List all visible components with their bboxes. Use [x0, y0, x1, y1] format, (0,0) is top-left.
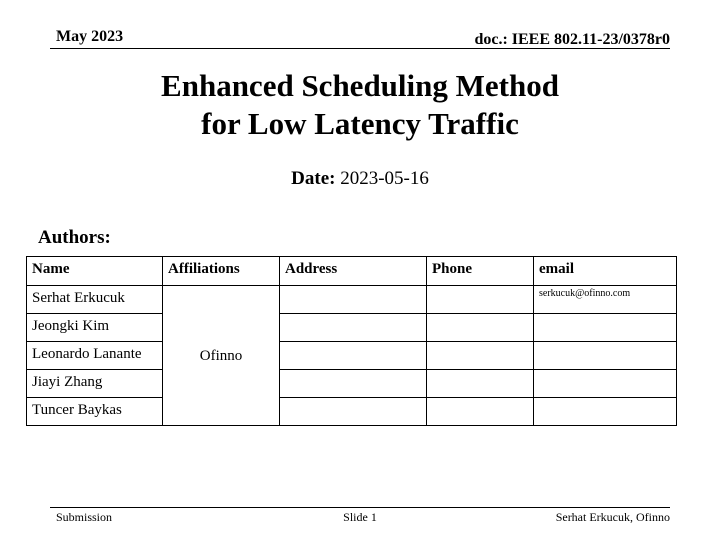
column-header-affiliations: Affiliations: [163, 257, 280, 286]
column-header-address: Address: [280, 257, 427, 286]
author-email: [534, 342, 677, 370]
table-row: [27, 398, 677, 426]
column-header-name: Name: [27, 257, 163, 286]
author-name: Leonardo Lanante: [27, 342, 163, 370]
footer-slide-number: Slide 1: [343, 510, 377, 524]
author-address: [280, 370, 427, 398]
author-email: serkucuk@ofinno.com: [534, 286, 677, 314]
footer-divider: [50, 507, 670, 508]
slide-title-line-2: for Low Latency Traffic: [201, 106, 519, 141]
author-phone: [427, 342, 534, 370]
footer-author: Serhat Erkucuk, Ofinno: [555, 510, 670, 524]
author-phone: [427, 286, 534, 314]
table-row: [27, 342, 677, 370]
date-label: Date:: [291, 168, 336, 189]
author-name: Serhat Erkucuk: [27, 286, 163, 314]
header-doc-id: doc.: IEEE 802.11-23/0378r0: [474, 31, 670, 48]
authors-table: [26, 256, 677, 426]
table-row: [27, 286, 677, 314]
date-line: [0, 168, 720, 190]
author-name: Tuncer Baykas: [27, 398, 163, 426]
author-email: [534, 314, 677, 342]
author-phone: [427, 370, 534, 398]
author-address: [280, 314, 427, 342]
author-phone: [427, 398, 534, 426]
date-value: 2023-05-16: [340, 168, 429, 189]
header-divider: [50, 48, 670, 49]
author-address: [280, 398, 427, 426]
author-affiliation: Ofinno: [163, 286, 280, 426]
footer-submission: Submission: [56, 510, 113, 524]
author-email: [534, 370, 677, 398]
author-address: [280, 342, 427, 370]
author-phone: [427, 314, 534, 342]
table-row: [27, 370, 677, 398]
slide-title-line-1: Enhanced Scheduling Method: [161, 68, 559, 103]
authors-heading: Authors:: [38, 227, 111, 248]
header-date: May 2023: [56, 28, 124, 45]
column-header-phone: Phone: [427, 257, 534, 286]
author-address: [280, 286, 427, 314]
column-header-email: email: [534, 257, 677, 286]
table-header-row: [27, 257, 677, 286]
author-name: Jiayi Zhang: [27, 370, 163, 398]
table-row: [27, 314, 677, 342]
author-name: Jeongki Kim: [27, 314, 163, 342]
author-email: [534, 398, 677, 426]
